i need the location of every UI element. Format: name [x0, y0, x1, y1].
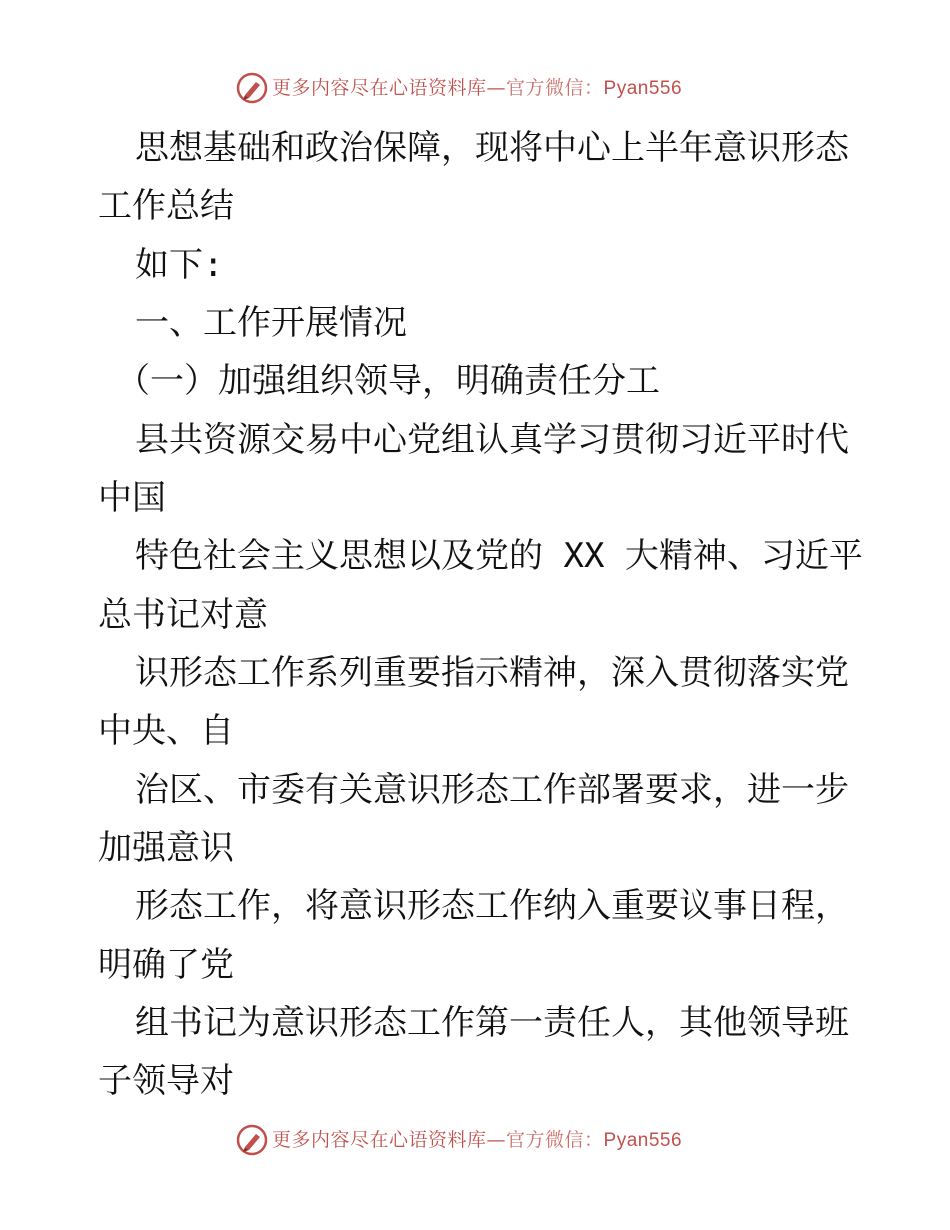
paragraph-line: 治区、市委有关意识形态工作部署要求，进一步 [135, 770, 849, 810]
paragraph-line: 特色社会主义思想以及党的 XX 大精神、习近平 [135, 536, 863, 576]
paragraph-line: 明确了党 [98, 945, 234, 985]
paragraph-line: 识形态工作系列重要指示精神，深入贯彻落实党 [135, 653, 849, 693]
banner-slogan: 更多内容尽在心语资料库 [272, 1129, 487, 1151]
paragraph-line: 县共资源交易中心党组认真学习贯彻习近平时代 [135, 420, 849, 460]
paragraph-line: 中央、自 [98, 711, 234, 751]
footer-banner [0, 1120, 950, 1160]
banner-wechat-handle: Pyan556 [603, 1130, 683, 1151]
paragraph-line: 组书记为意识形态工作第一责任人，其他领导班 [135, 1003, 849, 1043]
paragraph-line: 子领导对 [98, 1061, 234, 1101]
paragraph-line: 中国 [98, 478, 166, 518]
banner-slogan: 更多内容尽在心语资料库 [272, 77, 487, 99]
banner-text [272, 1128, 682, 1153]
paragraph-line: 思想基础和政治保障，现将中心上半年意识形态 [135, 128, 849, 168]
paragraph-line: 总书记对意 [98, 595, 268, 635]
banner-wechat-label: 官方微信： [506, 77, 604, 99]
paragraph-line: 加强意识 [98, 828, 234, 868]
banner-dash: — [486, 77, 507, 99]
paragraph-line: 形态工作，将意识形态工作纳入重要议事日程， [135, 886, 849, 926]
pen-logo-icon [236, 1124, 268, 1156]
section-heading: 一、工作开展情况 [135, 303, 407, 343]
banner-wechat-label: 官方微信： [506, 1129, 604, 1151]
paragraph-line: 如下: [135, 245, 224, 285]
subsection-heading: （一）加强组织领导，明确责任分工 [116, 361, 660, 401]
banner-wechat-handle: Pyan556 [603, 78, 683, 99]
banner-dash: — [486, 1129, 507, 1151]
paragraph-line: 工作总结 [98, 186, 234, 226]
